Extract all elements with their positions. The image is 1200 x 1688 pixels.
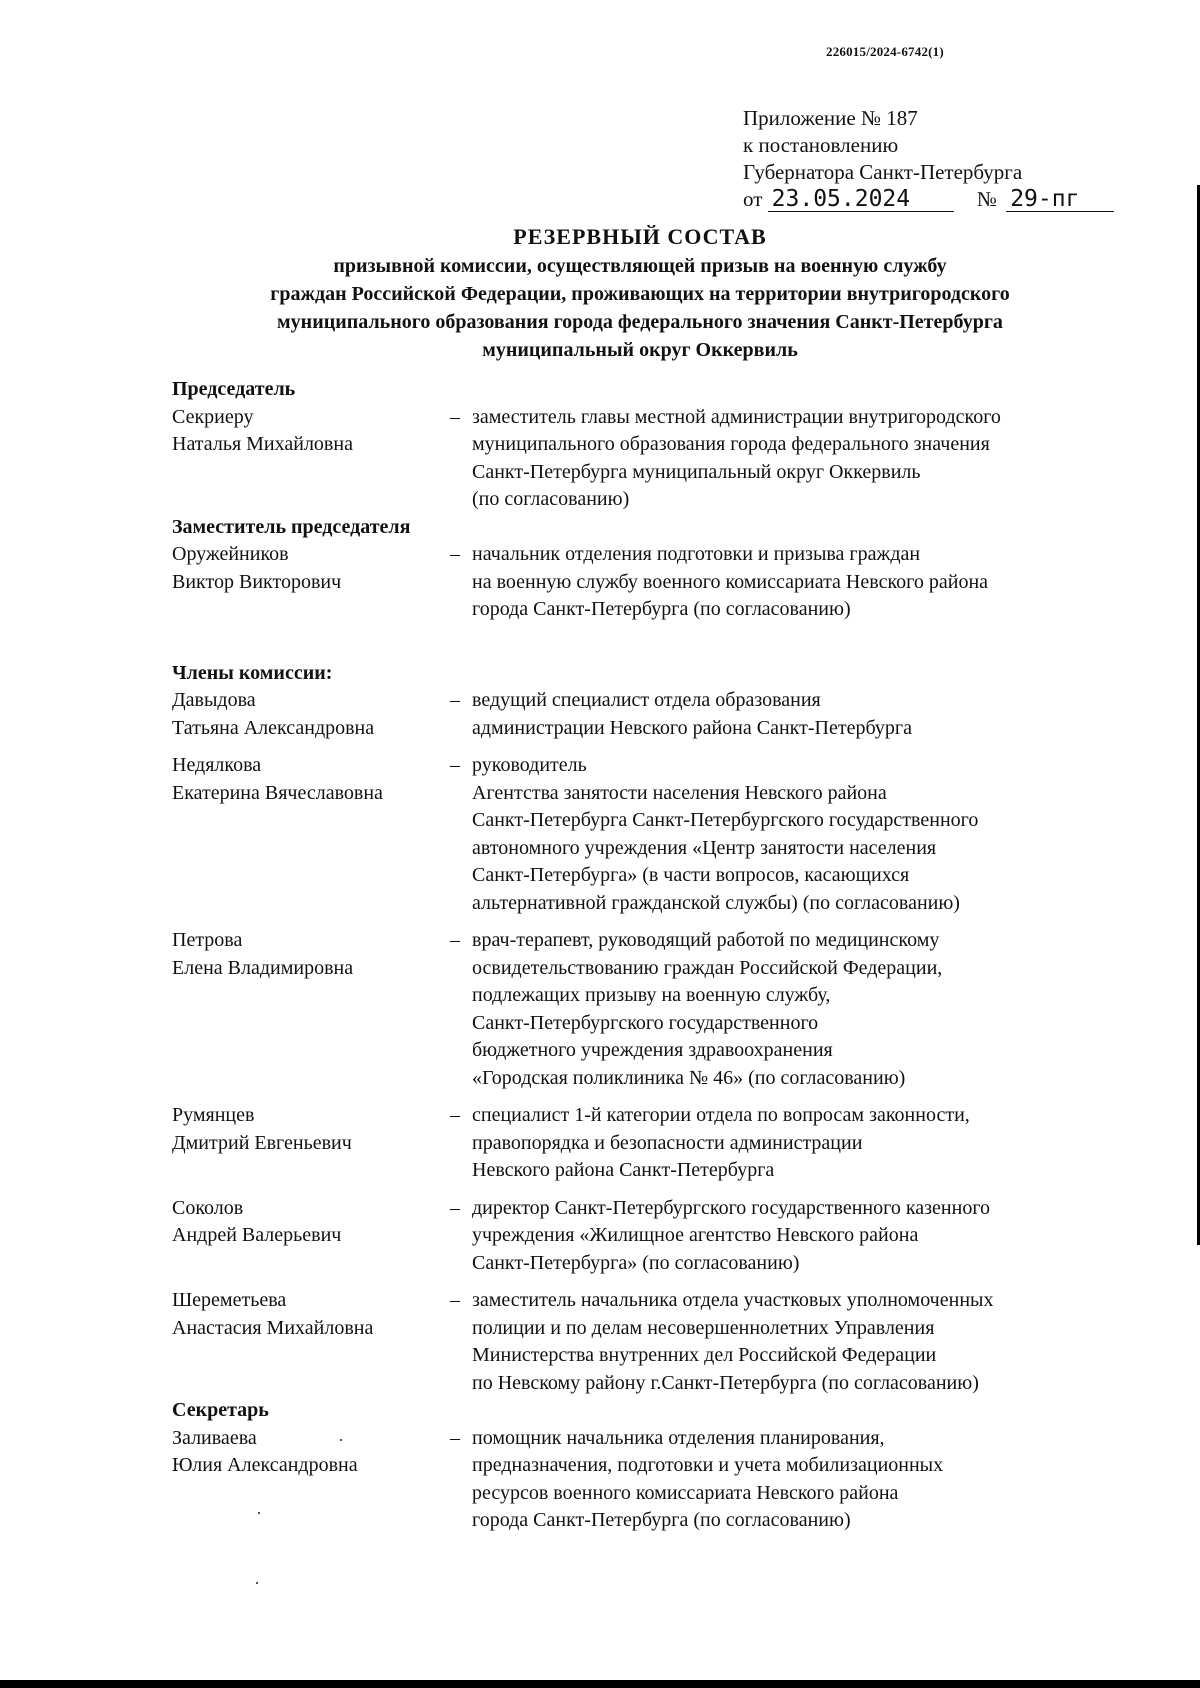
scan-speck [256,1582,258,1584]
member-surname: Соколов [172,1196,244,1219]
member-position [450,1102,1112,1185]
position-line: начальник отделения подготовки и призыва граждан [472,543,921,565]
role-secretary: Секретарь [172,1399,269,1421]
dash: – [450,929,460,951]
member-sheremetyeva [172,1287,1112,1397]
position-line: правопорядка и безопасности администрации [472,1131,863,1154]
position-line: Санкт-Петербургского государственного [472,1011,819,1034]
member-name [172,541,450,624]
position-line: на военную службу военного комиссариата Невского района [472,570,989,593]
date-prefix: от [743,187,763,211]
member-name [172,1425,450,1535]
member-surname: Румянцев [172,1104,255,1126]
dash: – [450,543,460,565]
document-registration-number: 226015/2024-6742(1) [826,44,944,59]
dash: – [450,1426,460,1449]
position-line: директор Санкт-Петербургского государственного казенного [472,1196,991,1219]
member-position [450,687,1112,742]
member-position [450,404,1112,514]
member-petrova [172,927,1112,1092]
member-given-name: Екатерина Вячеславовна [172,781,383,804]
position-line: бюджетного учреждения здравоохранения [472,1039,833,1061]
member-rumyantsev [172,1102,1112,1185]
member-position [450,1195,1112,1278]
title-line: муниципальный округ Оккервиль [482,339,798,361]
position-line: администрации Невского района Санкт-Петербурга [472,716,912,739]
position-line: города Санкт-Петербурга (по согласованию) [472,598,851,620]
member-position [450,1425,1112,1535]
member-surname: Недялкова [172,754,262,776]
position-line: автономного учреждения «Центр занятости населения [472,836,937,859]
annex-line-3: Губернатора Санкт-Петербурга [743,160,1023,184]
position-line: предназначения, подготовки и учета мобилизационных [472,1454,944,1476]
member-given-name: Дмитрий Евгеньевич [172,1131,352,1154]
member-surname: Секриеру [172,405,254,428]
position-line: освидетельствованию граждан Российской Федерации, [472,956,943,979]
position-line: полиции и по делам несовершеннолетних Управления [472,1316,935,1339]
role-chairman: Председатель [172,378,296,400]
member-surname: Заливаева [172,1426,257,1449]
dash: – [450,689,460,711]
position-line: Министерства внутренних дел Российской Федерации [472,1344,937,1366]
annex-header [743,105,1143,216]
dash: – [450,754,460,776]
member-deputy-chairman [172,541,1112,624]
position-line: врач-терапевт, руководящий работой по медицинскому [472,929,940,951]
scan-speck [258,1512,260,1514]
annex-line-1: Приложение № 187 [743,106,918,130]
position-line: (по согласованию) [472,488,630,510]
member-given-name: Юлия Александровна [172,1454,358,1476]
member-given-name: Елена Владимировна [172,956,354,979]
member-davydova [172,687,1112,742]
position-line: Агентства занятости населения Невского района [472,781,887,804]
position-line: Невского района Санкт-Петербурга [472,1159,775,1181]
role-deputy-chairman: Заместитель председателя [172,515,411,538]
scan-speck [340,1439,342,1441]
position-line: Санкт-Петербурга» (по согласованию) [472,1251,800,1274]
members-heading: Члены комиссии: [172,661,333,684]
dash: – [450,1196,460,1219]
position-line: специалист 1-й категории отдела по вопросам законности, [472,1104,970,1126]
dash: – [450,1289,460,1311]
decree-number: 29-пг [1006,187,1114,212]
position-line: учреждения «Жилищное агентство Невского района [472,1224,919,1246]
member-given-name: Виктор Викторович [172,570,342,593]
position-line: ресурсов военного комиссариата Невского района [472,1481,899,1504]
position-line: руководитель [472,754,587,776]
member-nedyalkova [172,752,1112,917]
dash: – [450,405,460,428]
title-line: муниципального образования города федерального значения Санкт-Петербурга [277,311,1003,333]
member-sokolov [172,1195,1112,1278]
title-line: призывной комиссии, осуществляющей призыв на военную службу [333,255,947,277]
member-chairman [172,404,1112,514]
member-name [172,1195,450,1278]
scan-edge-bottom [0,1680,1200,1688]
title-line: граждан Российской Федерации, проживающих на территории внутригородского [270,283,1010,305]
position-line: помощник начальника отделения планирования, [472,1426,885,1449]
roster [172,376,1112,1535]
annex-line-2: к постановлению [743,133,899,157]
member-surname: Оружейников [172,543,289,565]
position-line: альтернативной гражданской службы) (по согласованию) [472,891,960,914]
decree-date: 23.05.2024 [768,187,954,212]
member-given-name: Наталья Михайловна [172,433,353,455]
member-surname: Давыдова [172,689,256,711]
position-line: муниципального образования города федерального значения [472,433,990,455]
document-title [160,222,1120,364]
title-main: РЕЗЕРВНЫЙ СОСТАВ [513,224,767,249]
dash: – [450,1104,460,1126]
position-line: города Санкт-Петербурга (по согласованию) [472,1509,851,1531]
position-line: «Городская поликлиника № 46» (по согласованию) [472,1066,906,1089]
member-name [172,687,450,742]
position-line: по Невскому району г.Санкт-Петербурга (по согласованию) [472,1371,979,1394]
position-line: заместитель начальника отдела участковых уполномоченных [472,1289,994,1311]
position-line: подлежащих призыву на военную службу, [472,984,831,1006]
member-secretary [172,1425,1112,1535]
member-position [450,541,1112,624]
member-surname: Шереметьева [172,1289,287,1311]
member-name [172,1102,450,1185]
member-name [172,752,450,917]
position-line: Санкт-Петербурга» (в части вопросов, касающихся [472,864,910,886]
member-position [450,1287,1112,1397]
member-surname: Петрова [172,929,243,951]
member-position [450,927,1112,1092]
member-name [172,927,450,1092]
position-line: Санкт-Петербурга муниципальный округ Оккервиль [472,460,921,483]
member-name [172,404,450,514]
position-line: ведущий специалист отдела образования [472,689,821,711]
annex-date-row [743,186,1143,216]
number-label: № [976,187,997,211]
member-given-name: Андрей Валерьевич [172,1224,342,1246]
position-line: Санкт-Петербурга Санкт-Петербургского государственного [472,809,979,831]
member-name [172,1287,450,1397]
member-given-name: Анастасия Михайловна [172,1316,374,1339]
position-line: заместитель главы местной администрации внутригородского [472,405,1001,428]
member-given-name: Татьяна Александровна [172,716,375,739]
member-position [450,752,1112,917]
